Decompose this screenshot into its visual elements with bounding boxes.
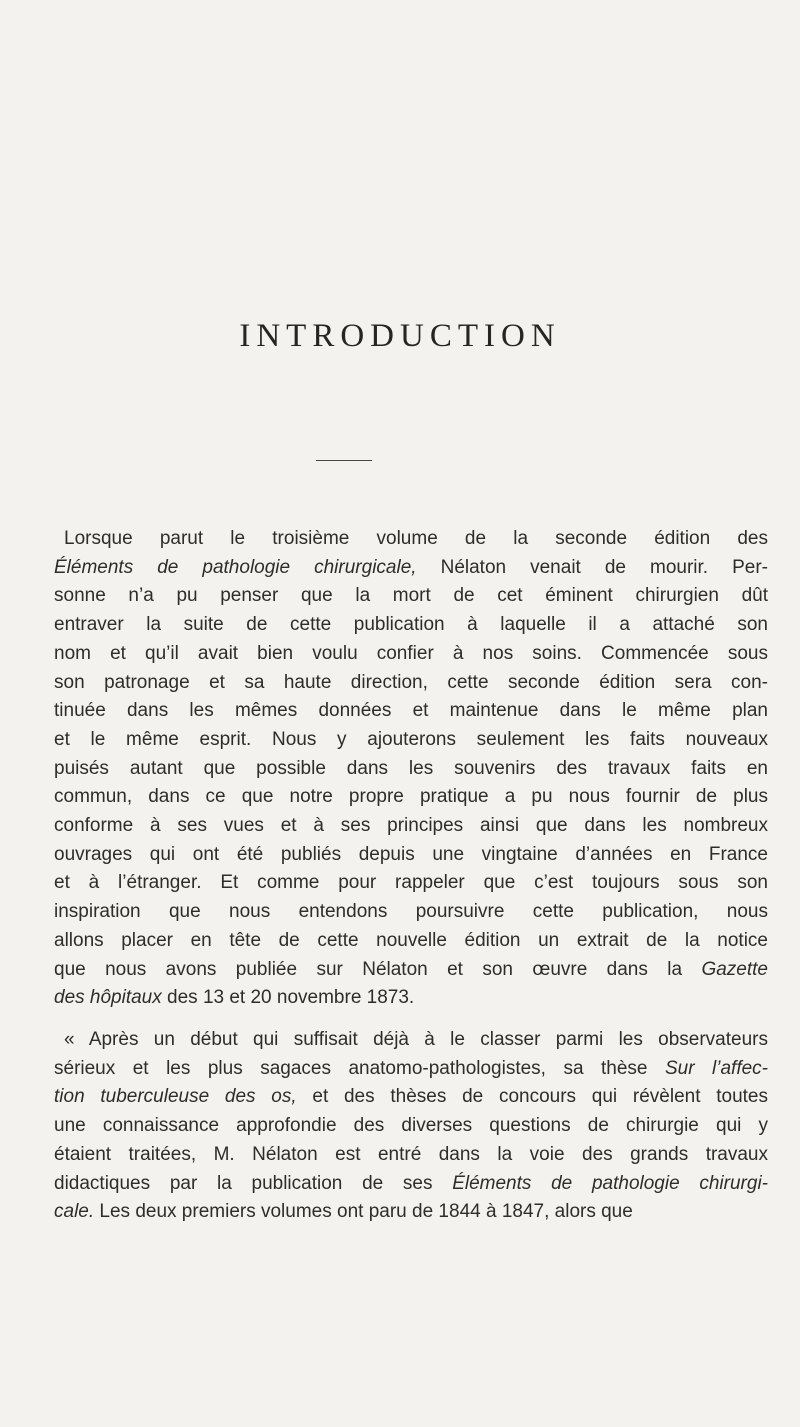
text-segment: didactiques par la publication de ses (54, 1172, 453, 1194)
text-segment: son patronage et sa haute direction, cette seconde édition sera con- (54, 671, 768, 693)
text-line (54, 669, 768, 698)
text-line (54, 1112, 768, 1141)
text-segment: sérieux et les plus sagaces anatomo-pathologistes, sa thèse (54, 1057, 665, 1079)
text-segment: conforme à ses vues et à ses principes ainsi que dans les nombreux (54, 815, 768, 837)
text-line (54, 726, 768, 755)
italic-title: Sur l’affec- (664, 1057, 769, 1079)
text-line (54, 1198, 768, 1227)
text-line (54, 812, 768, 841)
text-segment: Lorsque parut le troisième volume de la seconde édition des (64, 528, 768, 549)
text-line (54, 898, 768, 927)
text-segment: Nélaton venait de mourir. Per- (416, 556, 769, 578)
text-segment: et le même esprit. Nous y ajouterons seulement les faits nouveaux (54, 728, 768, 750)
text-segment: inspiration que nous entendons poursuivre cette publication, nous (54, 901, 768, 923)
italic-title: cale. (54, 1201, 95, 1223)
text-segment: entraver la suite de cette publication à laquelle il a attaché son (54, 614, 768, 636)
text-segment: puisés autant que possible dans les souvenirs des travaux faits en (54, 757, 768, 779)
italic-title: Éléments de pathologie chirurgicale, (54, 556, 417, 578)
text-segment: étaient traitées, M. Nélaton est entré dans la voie des grands travaux (54, 1143, 768, 1165)
italic-title: Éléments de pathologie chirurgi- (452, 1172, 768, 1194)
text-line (54, 1055, 768, 1084)
text-line (54, 927, 768, 956)
paragraph-1 (54, 525, 768, 1013)
text-segment: une connaissance approfondie des diverses questions de chirurgie qui y (54, 1115, 768, 1137)
text-segment: des 13 et 20 novembre 1873. (161, 987, 415, 1009)
text-segment: commun, dans ce que notre propre pratique a pu nous fournir de plus (54, 786, 768, 808)
page-title: INTRODUCTION (239, 318, 561, 354)
text-line (54, 582, 768, 611)
text-segment: Les deux premiers volumes ont paru de 1844 à 1847, alors que (94, 1201, 633, 1223)
text-segment: allons placer en tête de cette nouvelle édition un extrait de la notice (54, 929, 768, 951)
text-segment: tinuée dans les mêmes données et maintenue dans le même plan (54, 700, 768, 722)
text-line (54, 984, 768, 1013)
text-segment: nom et qu’il avait bien voulu confier à nos soins. Commencée sous (54, 642, 768, 664)
text-segment: ouvrages qui ont été publiés depuis une vingtaine d’années en France (54, 843, 768, 865)
title-divider (316, 460, 372, 461)
italic-title: des hôpitaux (54, 987, 162, 1009)
text-line (54, 611, 768, 640)
text-line (54, 1170, 768, 1199)
text-line (54, 697, 768, 726)
text-line (54, 525, 768, 554)
text-line (54, 869, 768, 898)
text-line (54, 1083, 768, 1112)
text-line (54, 755, 768, 784)
text-segment: « Après un début qui suffisait déjà à le classer parmi les observateurs (64, 1029, 768, 1050)
paragraph-2 (54, 1026, 768, 1227)
text-segment: sonne n’a pu penser que la mort de cet éminent chirurgien dût (54, 585, 768, 607)
italic-title: Gazette (701, 958, 768, 980)
text-segment: et à l’étranger. Et comme pour rappeler que c’est toujours sous son (54, 872, 768, 894)
text-line (54, 1026, 768, 1055)
text-segment: que nous avons publiée sur Nélaton et son œuvre dans la (54, 958, 702, 980)
text-line (54, 554, 768, 583)
text-line (54, 956, 768, 985)
text-line (54, 1141, 768, 1170)
text-line (54, 640, 768, 669)
text-line (54, 841, 768, 870)
text-segment: et des thèses de concours qui révèlent toutes (296, 1086, 768, 1108)
text-line (54, 783, 768, 812)
italic-title: tion tuberculeuse des os, (54, 1086, 297, 1108)
